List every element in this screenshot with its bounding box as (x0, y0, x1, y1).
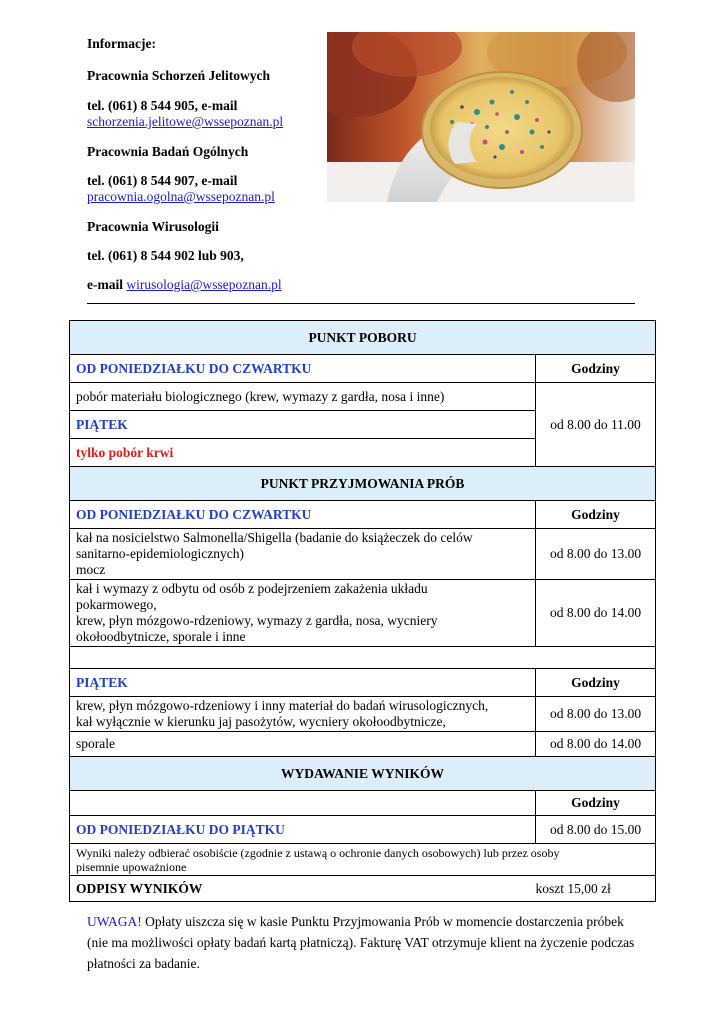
section-title-wydawanie: WYDAWANIE WYNIKÓW (70, 757, 656, 791)
wydawanie-empty-cell (70, 791, 536, 816)
przyjmowania-friday-row-wirusologia-hours: od 8.00 do 13.00 (536, 697, 656, 732)
header-divider (87, 303, 635, 304)
petri-dish-image (327, 32, 635, 202)
przyjmowania-row-kal-hours: od 8.00 do 14.00 (536, 580, 656, 647)
lab3-tel: tel. (061) 8 544 902 lub 903, (87, 248, 244, 263)
wydawanie-mon-fri-hours: od 8.00 do 15.00 (536, 816, 656, 844)
odpisy-price: koszt 15,00 zł (536, 876, 656, 902)
lab2-name: Pracownia Badań Ogólnych (87, 144, 249, 159)
lab3-email-prefix: e-mail (87, 277, 123, 292)
lab2-email-link[interactable]: pracownia.ogolna@wssepoznan.pl (87, 189, 275, 204)
lab1-email-link[interactable]: schorzenia.jelitowe@wssepoznan.pl (87, 114, 284, 129)
przyjmowania-mon-thu-label: OD PONIEDZIAŁKU DO CZWARTKU (70, 501, 536, 529)
row-text-line: mocz (76, 562, 106, 577)
wydawanie-mon-fri-label: OD PONIEDZIAŁKU DO PIĄTKU (70, 816, 536, 844)
poboru-mon-thu-label: OD PONIEDZIAŁKU DO CZWARTKU (70, 355, 536, 383)
note-text-line: pisemnie upoważnione (76, 859, 187, 874)
petri-dish-photo (327, 32, 635, 202)
poboru-hours: od 8.00 do 11.00 (536, 383, 656, 467)
lab3-email-link[interactable]: wirusologia@wssepoznan.pl (126, 277, 282, 292)
przyjmowania-friday-row-sporale-hours: od 8.00 do 14.00 (536, 732, 656, 757)
row-text-line: sanitarno-epidemiologicznych) (76, 546, 244, 561)
section-title-punkt-poboru: PUNKT POBORU (70, 321, 656, 355)
section-title-punkt-przyjmowania: PUNKT PRZYJMOWANIA PRÓB (70, 467, 656, 501)
poboru-friday-note: tylko pobór krwi (70, 439, 536, 467)
przyjmowania-friday-row-sporale: sporale (70, 732, 536, 757)
schedule-table (69, 320, 656, 902)
poboru-row-material: pobór materiału biologicznego (krew, wymazy z gardła, nosa i inne) (70, 383, 536, 411)
poboru-hours-label: Godziny (536, 355, 656, 383)
lab1-name: Pracownia Schorzeń Jelitowych (87, 68, 270, 83)
lab3-name: Pracownia Wirusologii (87, 219, 219, 234)
poboru-friday-label: PIĄTEK (70, 411, 536, 439)
przyjmowania-friday-row-wirusologia (70, 697, 536, 732)
row-text-line: kał wyłącznie w kierunku jaj pasożytów, wycniery okołoodbytnicze, (76, 714, 446, 729)
row-text-line: okołoodbytnicze, sporale i inne (76, 629, 246, 644)
przyjmowania-friday-label: PIĄTEK (70, 669, 536, 697)
row-text-line: krew, płyn mózgowo-rdzeniowy i inny materiał do badań wirusologicznych, (76, 698, 489, 713)
odpisy-label: ODPISY WYNIKÓW (70, 876, 536, 902)
uwaga-label: UWAGA! (87, 914, 142, 929)
przyjmowania-row-salmonella-hours: od 8.00 do 13.00 (536, 529, 656, 580)
row-text-line: krew, płyn mózgowo-rdzeniowy, wymazy z gardła, nosa, wycniery (76, 613, 438, 628)
row-text-line: pokarmowego, (76, 597, 157, 612)
row-text-line: kał na nosicielstwo Salmonella/Shigella (badanie do książeczek do celów (76, 530, 473, 545)
info-heading: Informacje: (87, 36, 156, 51)
payment-note-text: Opłaty uiszcza się w kasie Punktu Przyjmowania Prób w momencie dostarczenia próbek (nie ma możliwości opłaty badań kartą płatniczą). Fakturę VAT otrzymuje klient na życzenie podczas płatności za badanie. (87, 914, 635, 971)
wydawanie-pickup-note (70, 844, 656, 876)
przyjmowania-row-salmonella (70, 529, 536, 580)
przyjmowania-friday-hours-label: Godziny (536, 669, 656, 697)
lab1-tel: tel. (061) 8 544 905, e-mail (87, 98, 238, 113)
note-text-line: Wyniki należy odbierać osobiście (zgodnie z ustawą o ochronie danych osobowych) lub przez osoby (76, 845, 560, 860)
przyjmowania-hours-label: Godziny (536, 501, 656, 529)
lab2-tel: tel. (061) 8 544 907, e-mail (87, 173, 238, 188)
przyjmowania-row-kal (70, 580, 536, 647)
row-text-line: kał i wymazy z odbytu od osób z podejrzeniem zakażenia układu (76, 581, 428, 596)
empty-spacer-row (70, 647, 656, 669)
wydawanie-hours-label: Godziny (536, 791, 656, 816)
payment-note (87, 911, 647, 974)
